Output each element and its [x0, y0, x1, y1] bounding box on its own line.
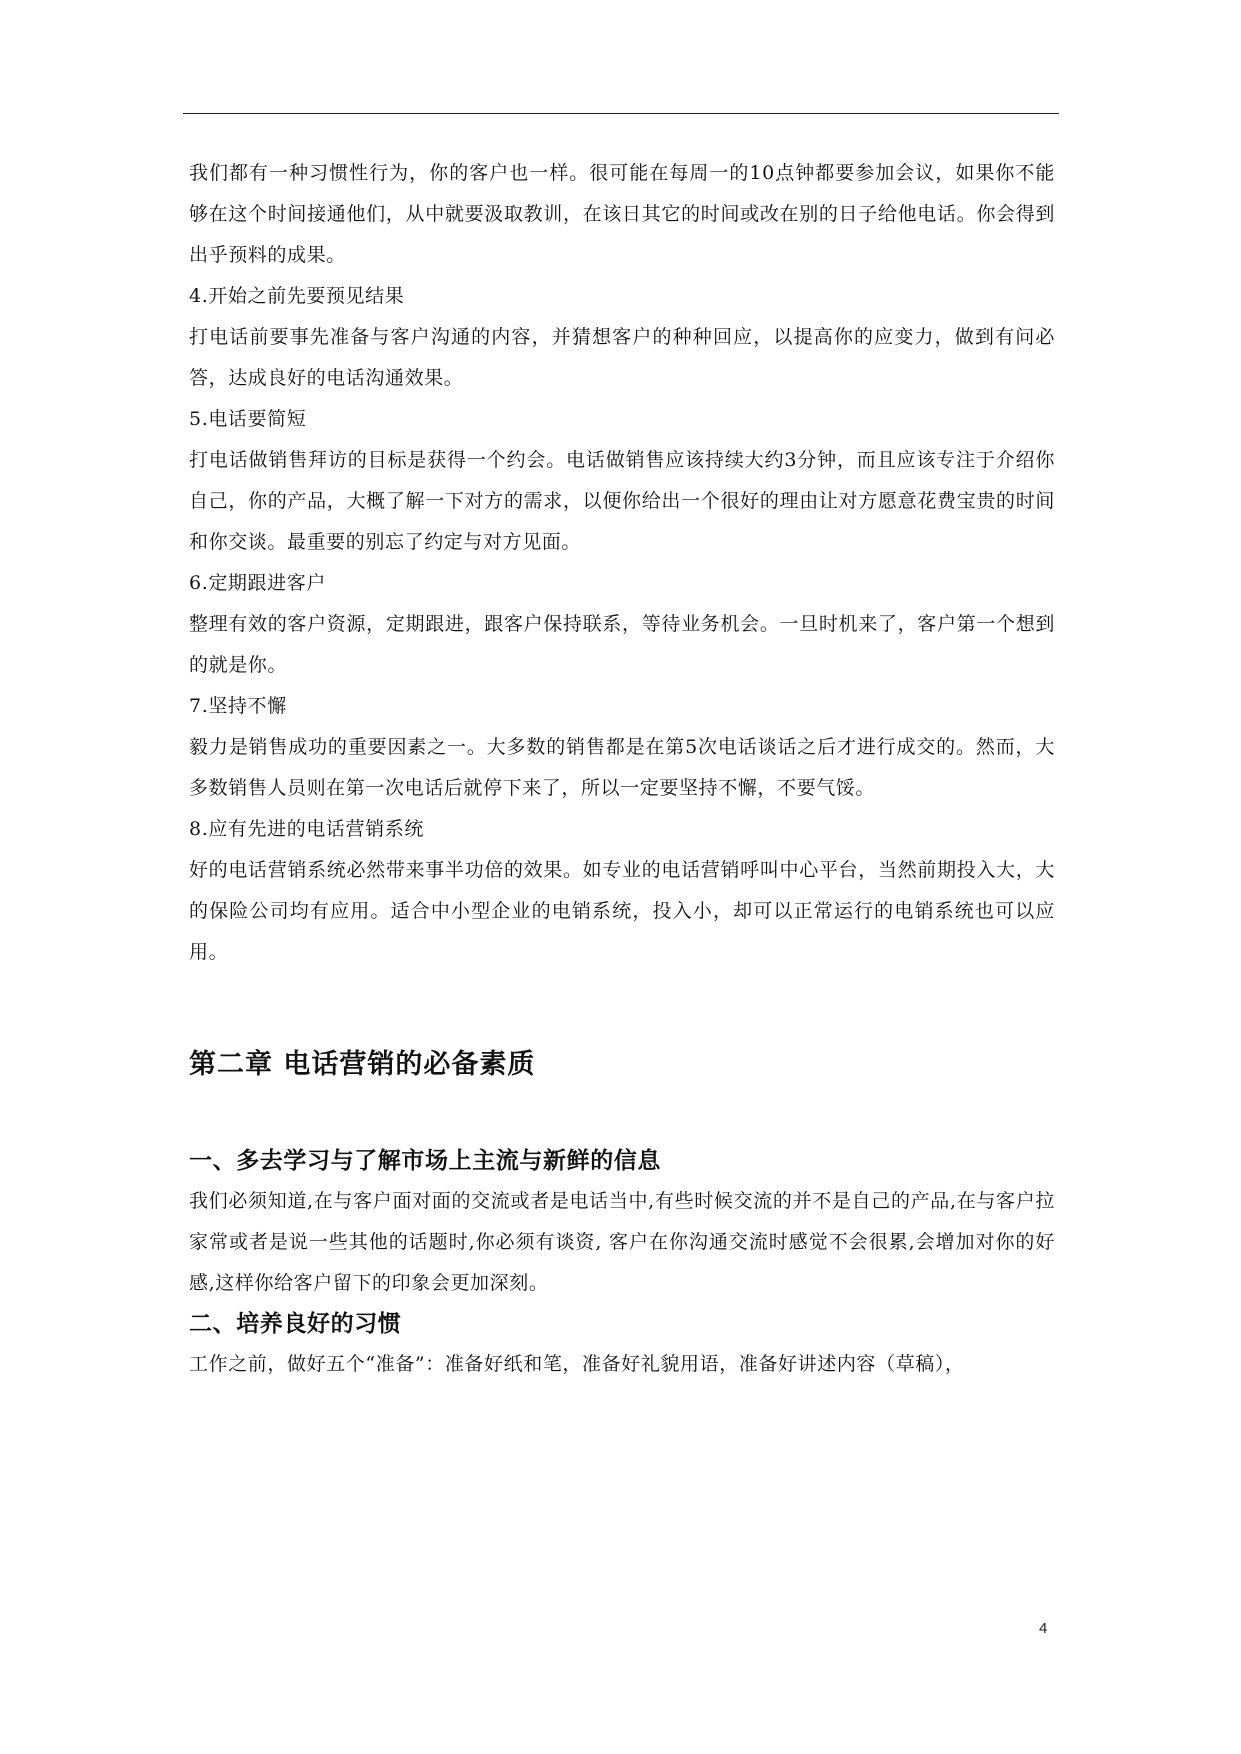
section-body-2: 工作之前，做好五个“准备”：准备好纸和笔，准备好礼貌用语，准备好讲述内容（草稿），: [189, 1353, 965, 1375]
item-body-6: 整理有效的客户资源，定期跟进，跟客户保持联系，等待业务机会。一旦时机来了，客户第一个想到的就是你。: [189, 613, 1055, 676]
item-heading-6: 6.定期跟进客户: [189, 572, 326, 594]
item-heading-7: 7.坚持不懈: [189, 695, 287, 717]
section-heading-1: 一、多去学习与了解市场上主流与新鲜的信息: [189, 1147, 661, 1174]
section-heading-2: 二、培养良好的习惯: [189, 1310, 402, 1337]
item-body-4: 打电话前要事先准备与客户沟通的内容，并猜想客户的种种回应，以提高你的应变力，做到有问必答，达成良好的电话沟通效果。: [189, 326, 1055, 389]
item-heading-4: 4.开始之前先要预见结果: [189, 285, 405, 307]
chapter-title: 第二章 电话营销的必备素质: [189, 1049, 536, 1080]
page-content: [189, 153, 1055, 1385]
item-body-5: 打电话做销售拜访的目标是获得一个约会。电话做销售应该持续大约3分钟，而且应该专注于介绍你自己，你的产品，大概了解一下对方的需求，以便你给出一个很好的理由让对方愿意花费宝贵的时间和你交谈。最重要的别忘了约定与对方见面。: [189, 449, 1055, 553]
item-body-8: 好的电话营销系统必然带来事半功倍的效果。如专业的电话营销呼叫中心平台，当然前期投入大，大的保险公司均有应用。适合中小型企业的电销系统，投入小，却可以正常运行的电销系统也可以应用。: [189, 859, 1055, 963]
item-body-7: 毅力是销售成功的重要因素之一。大多数的销售都是在第5次电话谈话之后才进行成交的。然而，大多数销售人员则在第一次电话后就停下来了，所以一定要坚持不懈，不要气馁。: [189, 736, 1055, 799]
item-heading-5: 5.电话要简短: [189, 408, 307, 430]
section-body-1: 我们必须知道,在与客户面对面的交流或者是电话当中,有些时候交流的并不是自己的产品,在与客户拉家常或者是说一些其他的话题时,你必须有谈资, 客户在你沟通交流时感觉不会很累,会增加对你的好感,这样你给客户留下的印象会更加深刻。: [189, 1190, 1055, 1294]
item-heading-8: 8.应有先进的电话营销系统: [189, 818, 424, 840]
header-rule: [183, 113, 1059, 114]
intro-paragraph: 我们都有一种习惯性行为，你的客户也一样。很可能在每周一的10点钟都要参加会议，如果你不能够在这个时间接通他们，从中就要汲取教训，在该日其它的时间或改在别的日子给他电话。你会得到出乎预料的成果。: [189, 162, 1055, 266]
page-number: 4: [1039, 1620, 1048, 1637]
